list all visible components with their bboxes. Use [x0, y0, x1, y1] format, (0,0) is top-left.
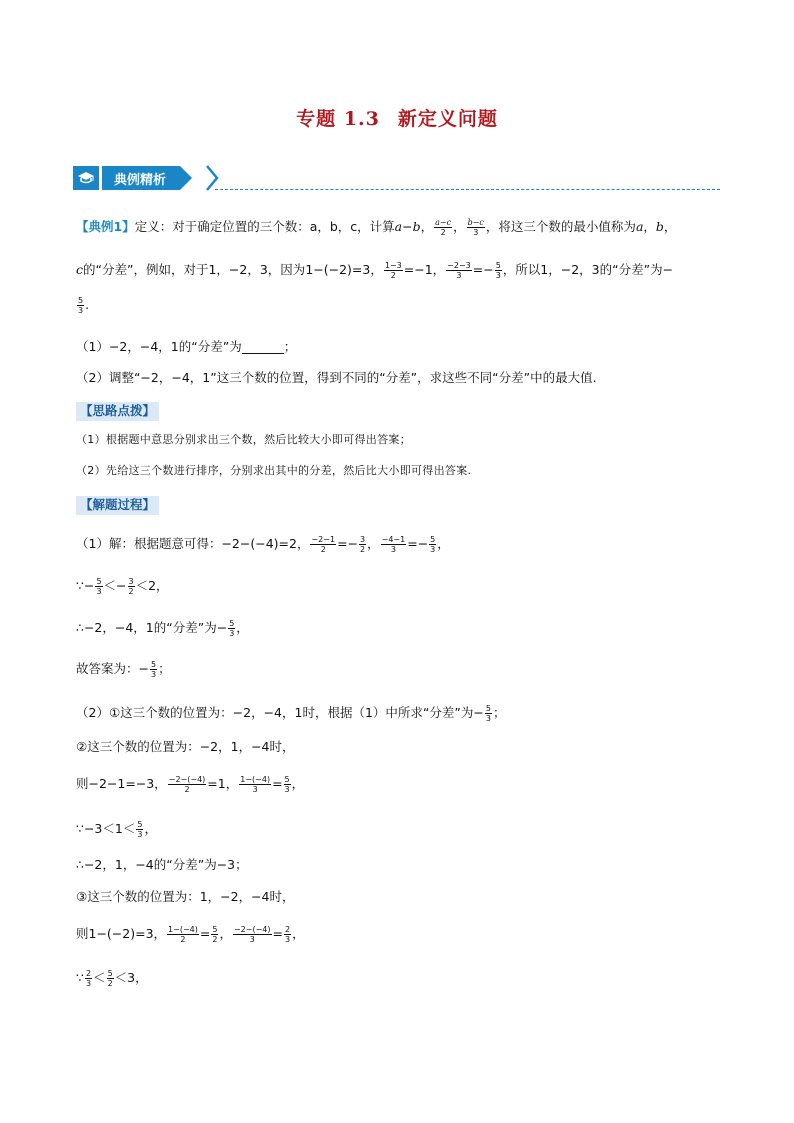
solution-line-10: ③这三个数的位置为：1，−2，−4时，	[76, 889, 295, 904]
section-banner-label: 典例精析	[102, 166, 180, 190]
question-1: （1）−2，−4，1的“分差”为 ；	[76, 339, 297, 354]
solution-line-2: ∵− $\frac{5}{3}$ ＜− $\frac{3}{2}$ ＜2，	[76, 577, 169, 596]
solution-line-11: 则1−(−2)=3， $\frac{1-(-4)}{2}$ = $\frac{5}{2}$ ， $\frac{-2-(-4)}{3}$ = $\frac{2}{3}$ ，	[76, 925, 305, 944]
solution-line-12: ∵ $\frac{2}{3}$ ＜ $\frac{5}{2}$ ＜3，	[76, 969, 148, 988]
hint-line-1: （1）根据题中意思分别求出三个数，然后比较大小即可得出答案；	[76, 433, 411, 446]
hint-heading: 【思路点拨】	[76, 402, 159, 421]
solution-line-7: 则−2−1=−3， $\frac{-2-(-4)}{2}$ =1， $\frac{1-(-4)}{3}$ = $\frac{5}{3}$ ，	[76, 775, 305, 794]
solution-line-1: （1）解：根据题意可得：−2−(−4)=2， $\frac{-2-1}{2}$ =− $\frac{3}{2}$ ， $\frac{-4-1}{3}$ =− $\frac{5}{3}$ ，	[76, 535, 450, 554]
graduation-cap-icon	[73, 166, 99, 190]
example-line-1: 【典例1】定义：对于确定位置的三个数：a，b，c，计算a−b， $\frac{a-c}{2}$ ， $\frac{b-c}{3}$ ，将这三个数的最小值称为a，b，	[76, 218, 677, 237]
hint-line-2: （2）先给这三个数进行排序，分别求出其中的分差，然后比大小即可得出答案.	[76, 464, 472, 477]
solution-line-3: ∴−2，−4，1的“分差”为− $\frac{5}{3}$ ，	[76, 619, 249, 638]
solution-line-4: 故答案为：− $\frac{5}{3}$ ；	[76, 660, 171, 679]
example-line-2: c的“分差”，例如，对于1，−2，3，因为1−(−2)=3， $\frac{1-3}{2}$ =−1， $\frac{-2-3}{3}$ =− $\frac{5}{3}$ ，所以1，−2，3的“分差”为−	[76, 261, 674, 280]
answer-blank	[242, 342, 284, 354]
banner-divider	[215, 189, 720, 190]
chevron-right-icon	[205, 164, 219, 192]
question-2: （2）调整“−2，−4，1”这三个数的位置，得到不同的“分差”，求这些不同“分差”中的最大值.	[76, 370, 597, 385]
solution-line-9: ∴−2，1，−4的“分差”为−3；	[76, 857, 248, 872]
solution-heading: 【解题过程】	[76, 496, 159, 515]
section-banner	[73, 164, 180, 192]
solution-line-5: （2）①这三个数的位置为：−2，−4，1时，根据（1）中所求“分差”为− $\frac{5}{3}$ ；	[76, 704, 506, 723]
page-title: 专题 1.3 新定义问题	[296, 108, 498, 130]
solution-line-6: ②这三个数的位置为：−2，1，−4时，	[76, 739, 295, 754]
solution-line-8: ∵−3＜1＜ $\frac{5}{3}$ ，	[76, 820, 157, 839]
example-line-3: $\frac{5}{3}$ .	[78, 296, 90, 315]
